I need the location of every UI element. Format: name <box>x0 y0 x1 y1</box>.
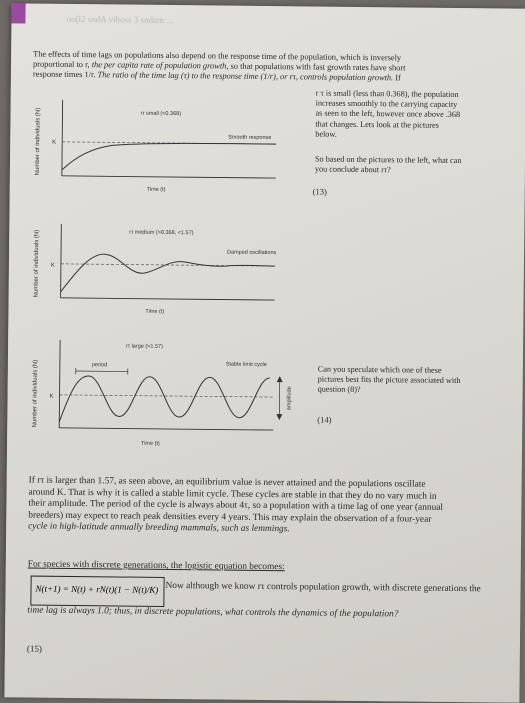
rc-line: that changes. Lets look at the pictures <box>315 119 515 131</box>
discrete-text: Now although we know rτ controls population growth, with discrete generations the <box>165 581 515 596</box>
graph1-ylabel: Number of individuals (N) <box>35 108 42 176</box>
body-line: their amplitude. The period of the cycle is always about 4τ, so a population with a time lag of one year (annual <box>28 499 525 516</box>
body-line: breeders) may expect to reach peak densities every 4 years. This may explain the observation of a four-year <box>28 510 525 527</box>
graph1-curve <box>62 142 276 172</box>
graph3-x-axis <box>59 428 273 430</box>
graph2-right-label: Damped oscillations <box>227 250 277 257</box>
graph3-k-line <box>60 395 274 397</box>
logistic-equation: N(t+1) = N(t) + rN(t)(1 − N(t)/K) <box>35 584 158 595</box>
q13-line: So based on the pictures to the left, what can <box>315 155 515 167</box>
body-line: around K. That is why it is called a stable limit cycle. These cycles are stable in that they do no vary much in <box>28 487 525 504</box>
graph2-x-axis <box>61 298 275 300</box>
intro-line-3: response times 1/r. The ratio of the time lag (τ) to the response time (1/r), or rτ, controls population growth. If <box>33 70 513 85</box>
graph-smooth <box>32 96 313 201</box>
graph-damped <box>30 220 311 323</box>
logistic-equation-box <box>30 576 164 607</box>
graph1-xlabel: Time (t) <box>147 187 166 193</box>
graph1-right-label: Smooth response <box>228 135 271 141</box>
graph2-y-axis <box>61 224 62 298</box>
amplitude-arrow-down <box>276 414 282 420</box>
graph2-xlabel: Time (t) <box>145 309 164 315</box>
graph1-y-axis <box>62 100 63 176</box>
rc-line: as seen to the left, however once above .368 <box>315 109 515 121</box>
discrete-question: time lag is always 1.0; thus, in discrete populations, what controls the dynamics of the population? <box>27 606 517 623</box>
graph3-period-label: period <box>92 362 107 368</box>
graph3-curve <box>59 376 269 424</box>
rc-line: below. <box>315 129 515 141</box>
q13-number: (13) <box>313 186 327 196</box>
q14-number: (14) <box>317 415 331 425</box>
question-13 <box>315 155 515 177</box>
body-paragraph <box>28 476 525 539</box>
discrete-heading: For species with discrete generations, the logistic equation becomes: <box>28 560 508 577</box>
graph1-title: rτ small (<0.368) <box>140 111 181 117</box>
period-line <box>76 371 128 372</box>
rc-line: increases smoothly to the carrying capacity <box>316 99 516 111</box>
graph3-amplitude-label: amplitude <box>286 386 292 410</box>
graph3-xlabel: Time (t) <box>141 441 160 447</box>
intro-line-2: proportional to r, the per capita rate of population growth, so that populations with fast growth rates have short <box>33 60 513 75</box>
intro-line-1: The effects of time lags on populations also depend on the response time of the population, which is inversely <box>33 50 513 65</box>
graph2-ylabel: Number of individuals (N) <box>34 230 41 298</box>
graph2-k-label: K <box>51 263 55 269</box>
q14-line: pictures best fits the picture associated with <box>318 375 518 387</box>
amplitude-arrow-up <box>277 376 283 382</box>
right-column-text <box>315 89 516 142</box>
graph-limit-cycle <box>29 336 315 459</box>
graph3-title: rτ large (>1.57) <box>126 344 163 350</box>
corner-tab <box>11 3 25 23</box>
q15-number: (15) <box>27 644 42 654</box>
graph3-y-axis <box>59 340 60 428</box>
faded-header: oo(l2 sndA viboss 3 sndam ... <box>66 14 366 27</box>
q14-line: question (8)? <box>318 385 518 397</box>
graph3-right-label: Stable limit cycle <box>226 362 267 368</box>
worksheet-page <box>4 3 525 702</box>
graph2-title: rτ medium (>0.368, <1.57) <box>129 230 193 237</box>
rc-line: r τ is small (less than 0.368), the population <box>316 89 516 101</box>
intro-paragraph <box>33 50 513 85</box>
graph2-curve <box>61 254 275 294</box>
graph3-ylabel: Number of individuals (N) <box>32 360 39 428</box>
graph3-k-label: K <box>49 394 53 400</box>
graph1-x-axis <box>62 176 276 178</box>
body-line: If rτ is larger than 1.57, as seen above, an equilibrium value is never attained and the populations oscillate <box>29 476 525 493</box>
q13-line: you conclude about rτ? <box>315 165 515 177</box>
body-line: cycle in high-latitude annually breeding mammals, such as lemmings. <box>28 522 525 539</box>
q14-line: Can you speculate which one of these <box>318 365 518 377</box>
graph1-k-label: K <box>52 140 56 146</box>
question-14 <box>318 365 518 398</box>
